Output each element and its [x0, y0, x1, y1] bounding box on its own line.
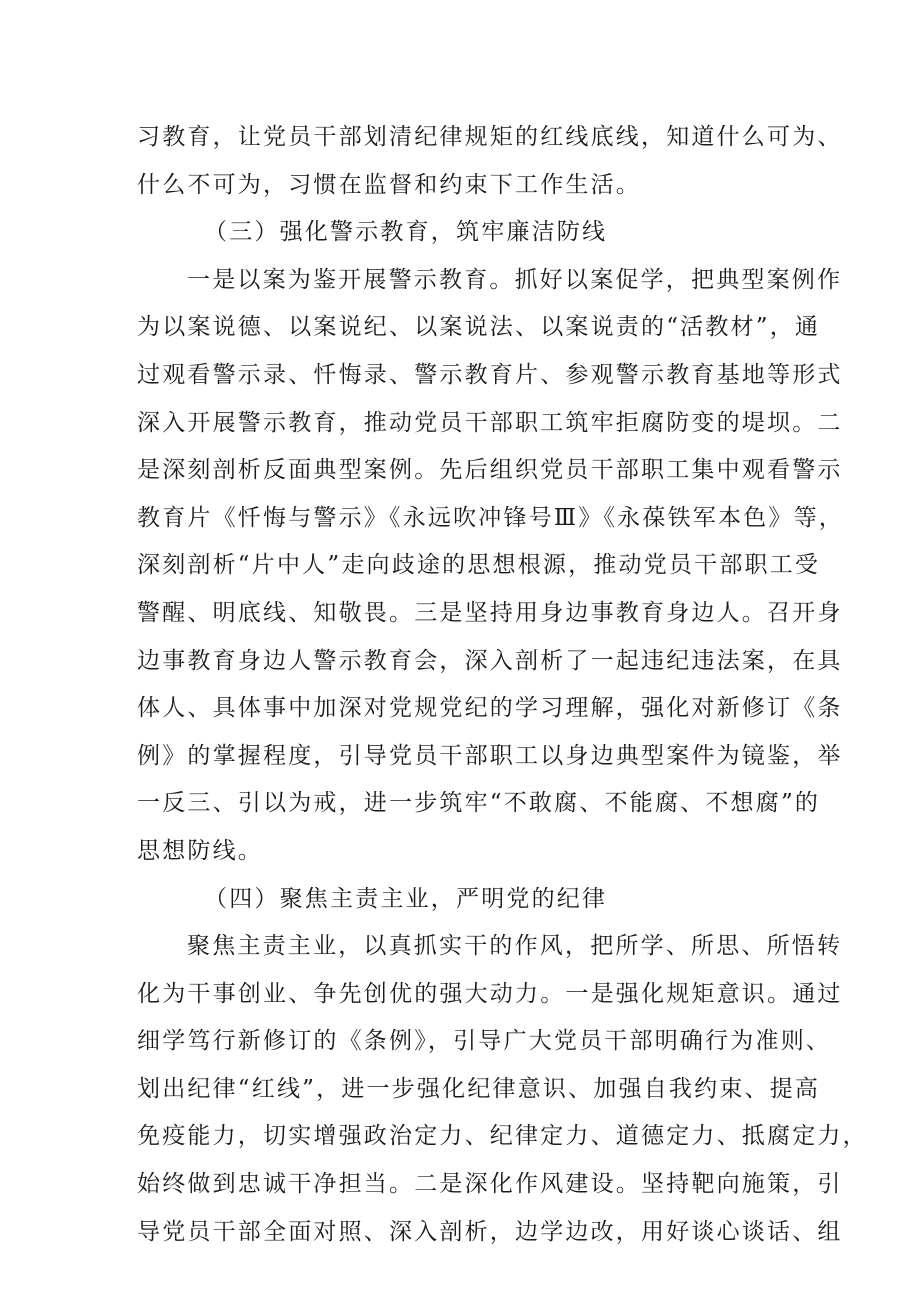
- text-line: 过观看警示录、忏悔录、警示教育片、参观警示教育基地等形式: [137, 361, 843, 388]
- text-line: 体人、具体事中加深对党规党纪的学习理解，强化对新修订《条: [137, 695, 843, 722]
- text-line: 细学笃行新修订的《条例》，引导广大党员干部明确行为准则、: [137, 1028, 832, 1055]
- document-body: [137, 114, 868, 1256]
- text-line: 是深刻剖析反面典型案例。先后组织党员干部职工集中观看警示: [137, 457, 843, 484]
- text-line: 一反三、引以为戒，进一步筑牢“不敢腐、不能腐、不想腐”的: [137, 790, 821, 817]
- section-heading-4: （四）聚焦主责主业，严明党的纪律: [204, 885, 608, 912]
- text-line: 深入开展警示教育，推动党员干部职工筑牢拒腐防变的堤坝。二: [137, 409, 843, 436]
- section-heading-3: （三）强化警示教育，筑牢廉洁防线: [204, 219, 608, 246]
- text-line: 划出纪律“红线”，进一步强化纪律意识、加强自我约束、提高: [137, 1075, 821, 1102]
- text-line: 为以案说德、以案说纪、以案说法、以案说责的“活教材”，通: [137, 314, 821, 341]
- text-line: 聚焦主责主业，以真抓实干的作风，把所学、所思、所悟转: [187, 933, 843, 960]
- text-line: 免疫能力，切实增强政治定力、纪律定力、道德定力、抵腐定力，: [137, 1123, 868, 1150]
- text-line: 例》的掌握程度，引导党员干部职工以身边典型案件为镜鉴，举: [137, 742, 843, 769]
- text-line: 深刻剖析“片中人”走向歧途的思想根源，推动党员干部职工受: [137, 552, 821, 579]
- text-line: 警醒、明底线、知敬畏。三是坚持用身边事教育身边人。召开身: [137, 599, 843, 626]
- text-line: 始终做到忠诚干净担当。二是深化作风建设。坚持靶向施策，引: [137, 1171, 843, 1198]
- text-line: 习教育，让党员干部划清纪律规矩的红线底线，知道什么可为、: [137, 124, 843, 150]
- text-line: 化为干事创业、争先创优的强大动力。一是强化规矩意识。通过: [137, 980, 843, 1007]
- text-line: 导党员干部全面对照、深入剖析，边学边改，用好谈心谈话、组: [137, 1218, 843, 1245]
- text-line: 思想防线。: [137, 837, 263, 864]
- text-line: 什么不可为，习惯在监督和约束下工作生活。: [137, 171, 641, 198]
- text-line: 一是以案为鉴开展警示教育。抓好以案促学，把典型案例作: [187, 266, 843, 293]
- text-line: 教育片《忏悔与警示》《永远吹冲锋号Ⅲ》《永葆铁军本色》等，: [137, 504, 844, 531]
- text-line: 边事教育身边人警示教育会，深入剖析了一起违纪违法案，在具: [137, 647, 843, 674]
